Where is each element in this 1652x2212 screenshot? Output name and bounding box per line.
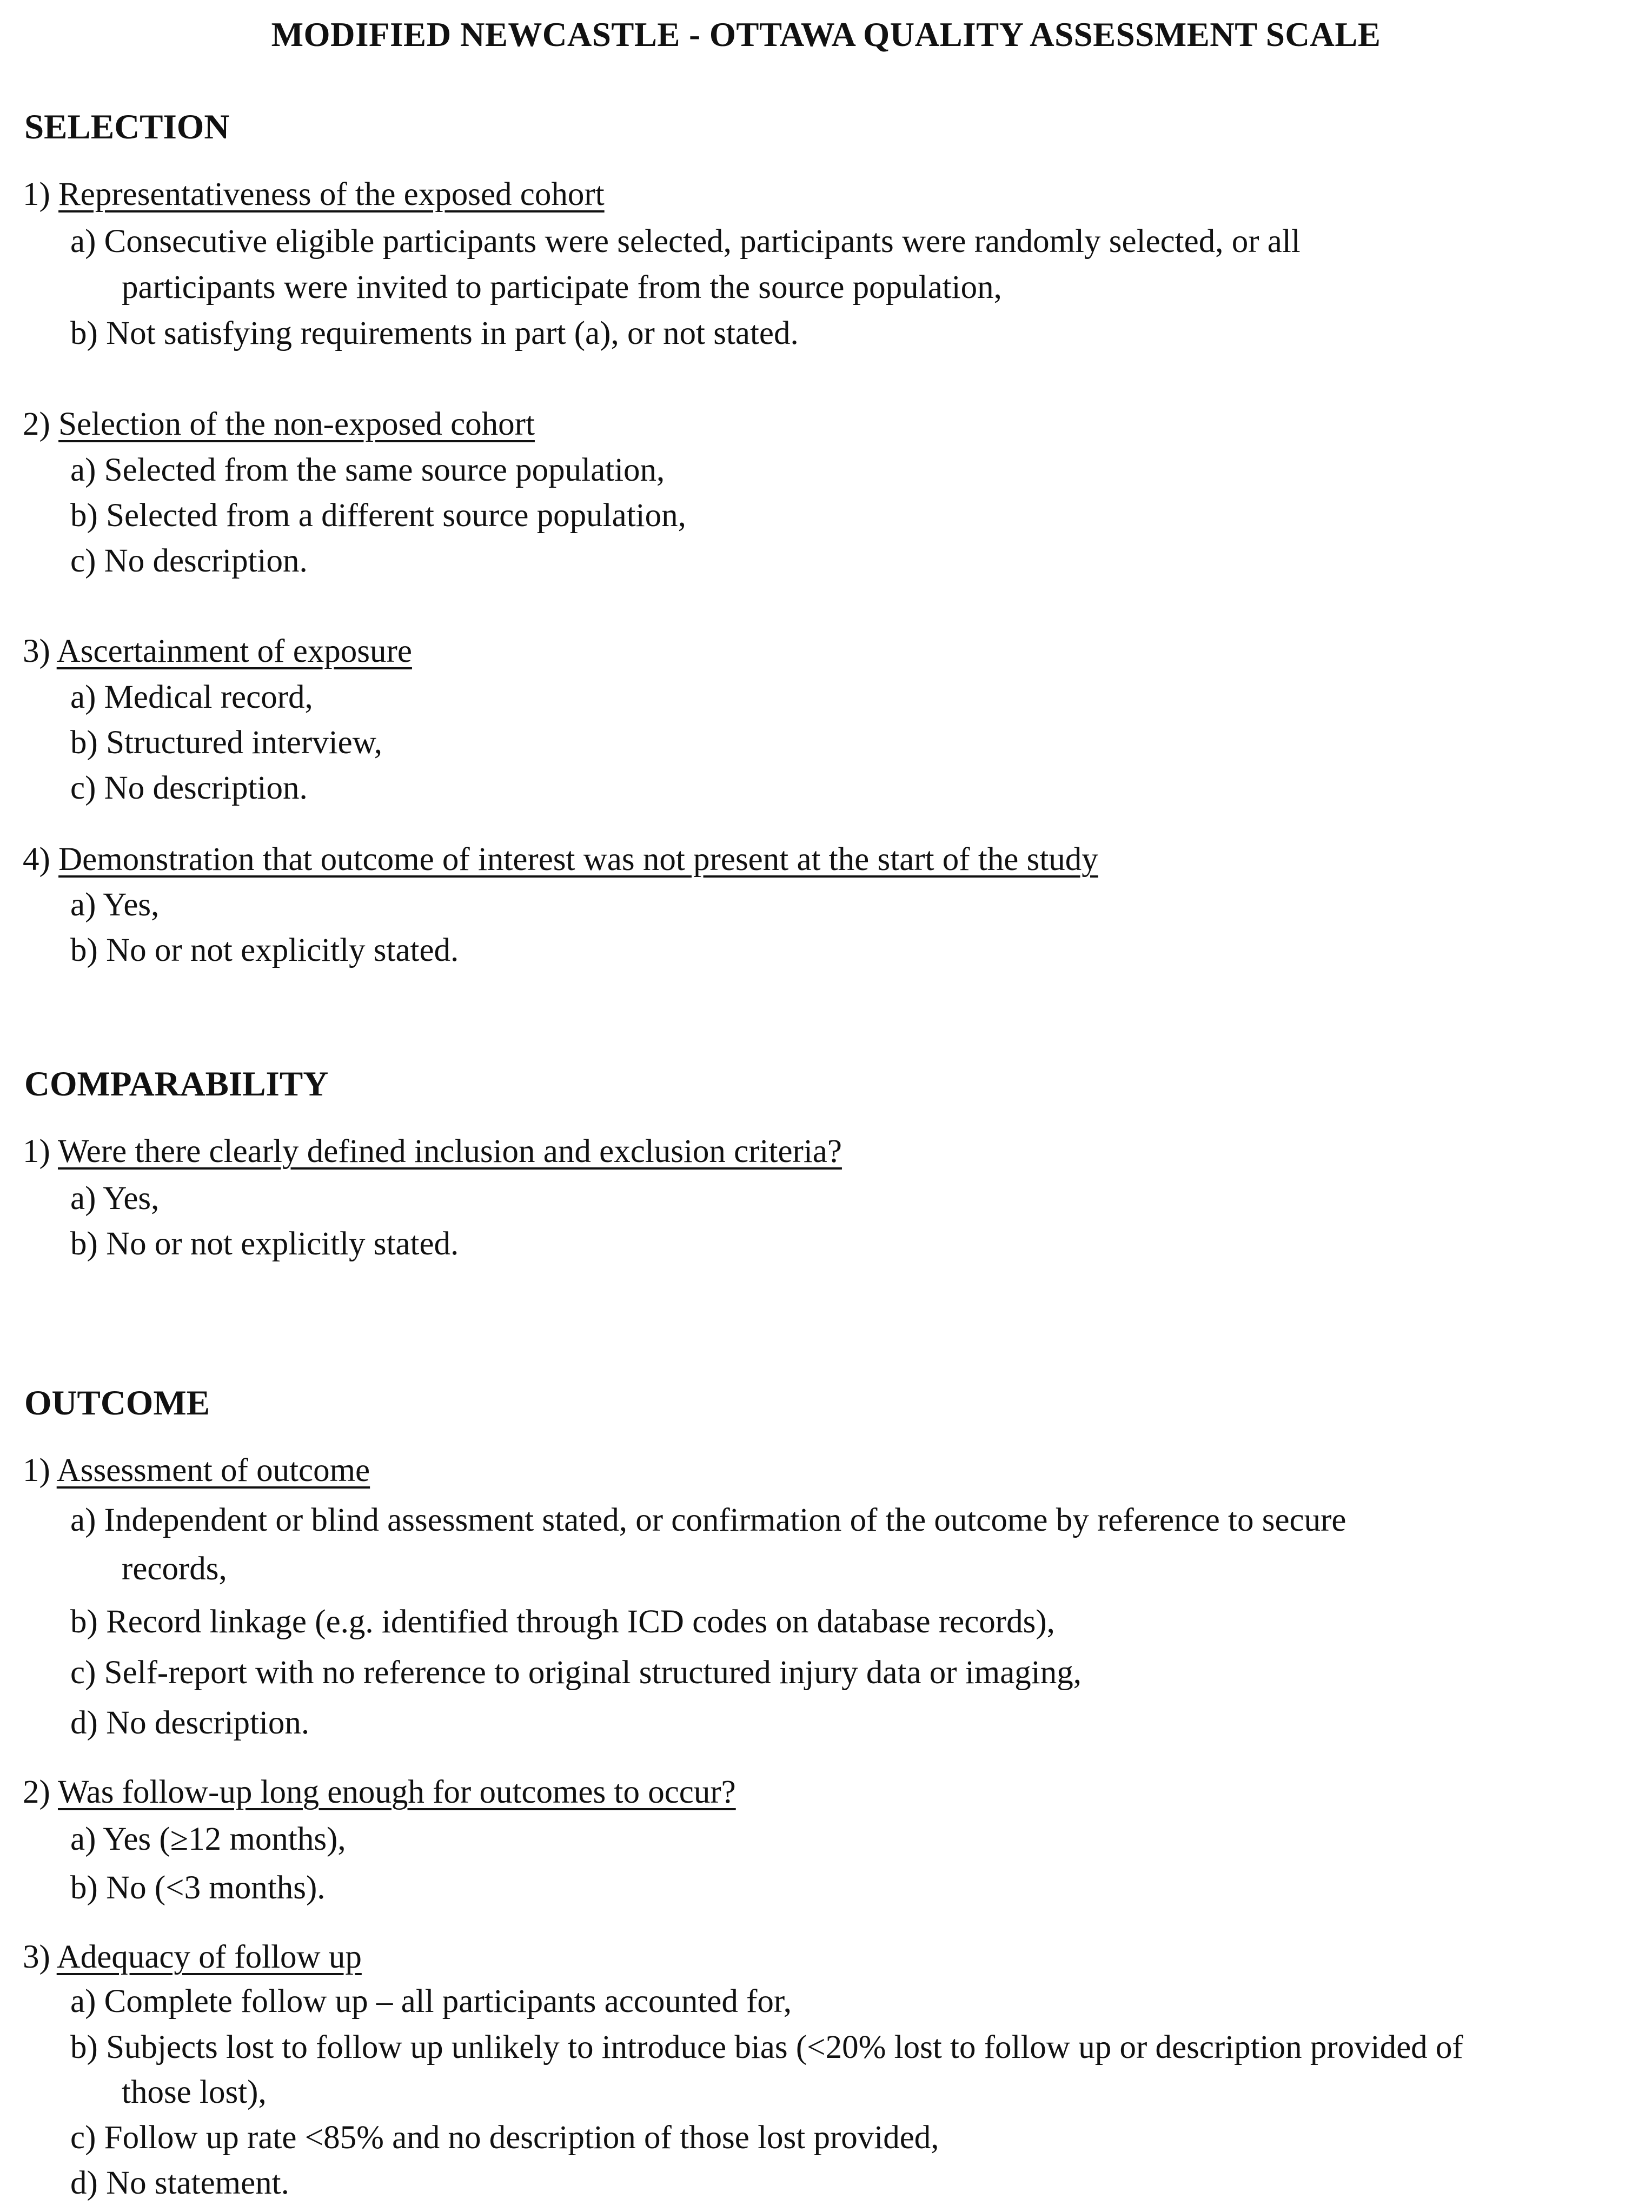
answer-option: a) Medical record, xyxy=(70,679,313,715)
answer-option-continued: participants were invited to participate from the source population, xyxy=(122,269,1002,305)
answer-option: c) No description. xyxy=(70,770,308,806)
question-text: Ascertainment of exposure xyxy=(56,633,412,669)
question-selection-3 xyxy=(23,627,412,676)
question-number: 3) xyxy=(23,633,50,669)
answer-option: b) Selected from a different source population, xyxy=(70,497,686,534)
answer-option: c) No description. xyxy=(70,543,308,579)
answer-option: d) No description. xyxy=(70,1705,310,1741)
answer-option-continued: records, xyxy=(122,1551,227,1587)
question-number: 1) xyxy=(23,176,50,212)
answer-option: a) Complete follow up – all participants accounted for, xyxy=(70,1983,792,2020)
question-text: Representativeness of the exposed cohort xyxy=(58,176,605,212)
answer-option: b) No or not explicitly stated. xyxy=(70,932,459,968)
question-text: Demonstration that outcome of interest was not present at the start of the study xyxy=(58,841,1098,878)
answer-option: a) Yes, xyxy=(70,1180,160,1217)
question-text: Adequacy of follow up xyxy=(56,1939,362,1975)
answer-option: b) No (<3 months). xyxy=(70,1870,326,1906)
section-heading-selection: SELECTION xyxy=(24,108,230,147)
question-number: 1) xyxy=(23,1133,50,1170)
section-heading-comparability: COMPARABILITY xyxy=(24,1065,329,1104)
question-selection-4 xyxy=(23,835,1098,884)
question-number: 2) xyxy=(23,406,50,442)
question-text: Were there clearly defined inclusion and exclusion criteria? xyxy=(57,1133,842,1170)
answer-option: a) Independent or blind assessment stated, or confirmation of the outcome by reference to secure xyxy=(70,1502,1346,1538)
question-number: 1) xyxy=(23,1452,50,1489)
answer-option: c) Follow up rate <85% and no description of those lost provided, xyxy=(70,2120,939,2156)
question-outcome-3 xyxy=(23,1933,362,1982)
question-text: Selection of the non-exposed cohort xyxy=(58,406,535,442)
answer-option: a) Yes (≥12 months), xyxy=(70,1821,346,1857)
question-selection-2 xyxy=(23,400,535,449)
question-text: Was follow-up long enough for outcomes to occur? xyxy=(57,1774,736,1810)
question-comparability-1 xyxy=(23,1127,842,1176)
answer-option: b) No or not explicitly stated. xyxy=(70,1226,459,1262)
answer-option: a) Consecutive eligible participants were selected, participants were randomly selected, or all xyxy=(70,223,1301,260)
question-text: Assessment of outcome xyxy=(56,1452,370,1489)
question-outcome-2 xyxy=(23,1768,736,1817)
answer-option: b) Record linkage (e.g. identified through ICD codes on database records), xyxy=(70,1604,1055,1640)
answer-option: a) Selected from the same source population, xyxy=(70,452,665,488)
question-selection-1 xyxy=(23,170,605,219)
answer-option: a) Yes, xyxy=(70,887,160,923)
page-title: MODIFIED NEWCASTLE - OTTAWA QUALITY ASSESSMENT SCALE xyxy=(271,16,1381,54)
question-number: 2) xyxy=(23,1774,50,1810)
answer-option: b) Not satisfying requirements in part (a), or not stated. xyxy=(70,315,799,351)
answer-option: c) Self-report with no reference to original structured injury data or imaging, xyxy=(70,1655,1082,1691)
question-number: 4) xyxy=(23,841,50,878)
question-outcome-1 xyxy=(23,1446,370,1495)
answer-option: b) Subjects lost to follow up unlikely to introduce bias (<20% lost to follow up or description provided of xyxy=(70,2029,1463,2065)
question-number: 3) xyxy=(23,1939,50,1975)
answer-option: b) Structured interview, xyxy=(70,725,383,761)
section-heading-outcome: OUTCOME xyxy=(24,1384,210,1423)
answer-option-continued: those lost), xyxy=(122,2074,267,2110)
answer-option: d) No statement. xyxy=(70,2165,289,2201)
